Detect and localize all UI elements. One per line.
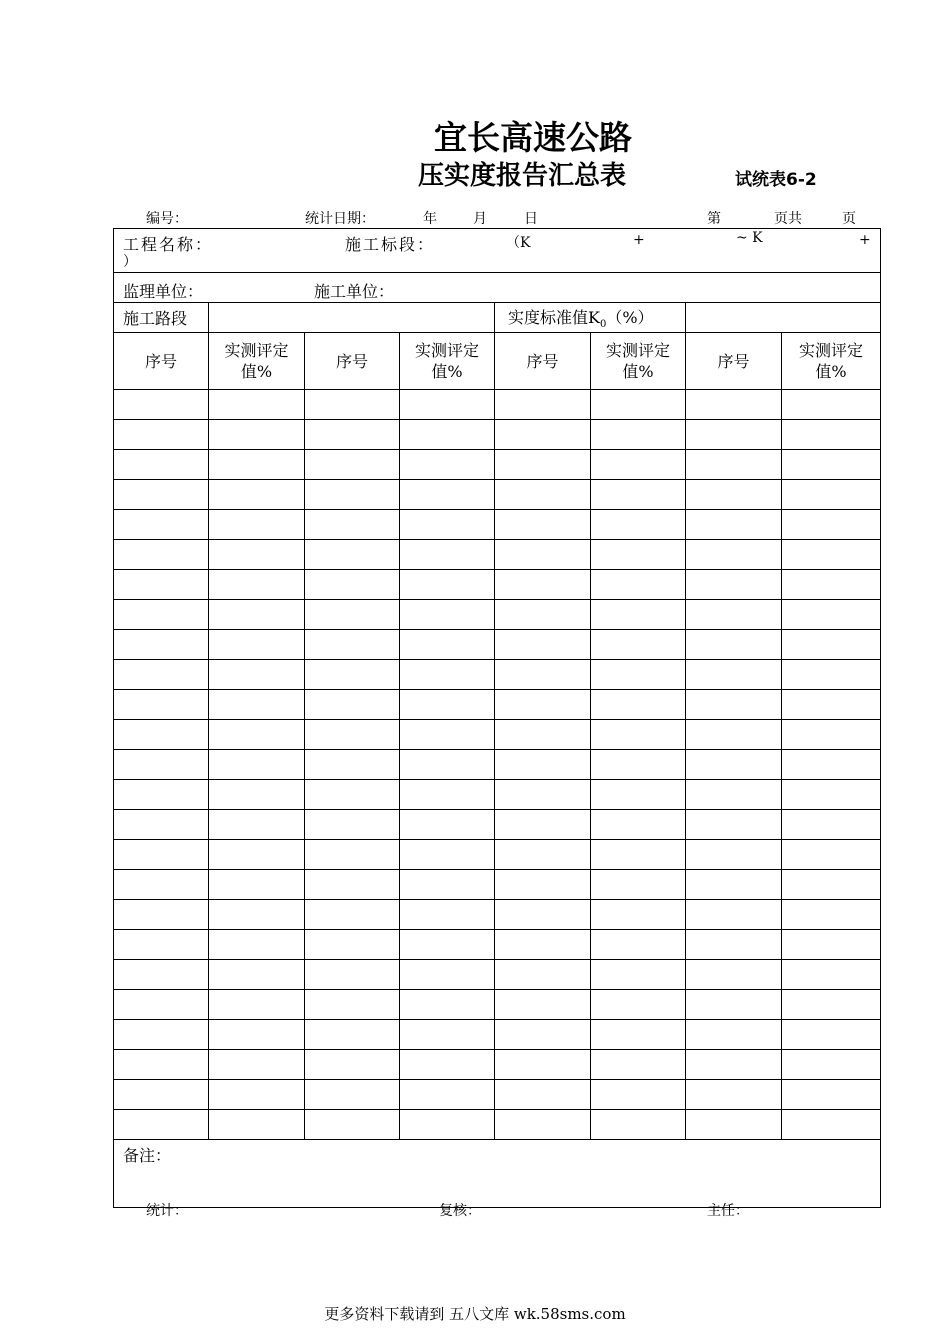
value-cell (209, 960, 305, 990)
value-cell (782, 750, 881, 780)
value-cell (400, 750, 495, 780)
value-cell (591, 1050, 686, 1080)
col-value-1-line2: 值% (240, 362, 273, 381)
value-cell (591, 750, 686, 780)
value-cell (209, 1050, 305, 1080)
value-cell (782, 1080, 881, 1110)
value-cell (209, 690, 305, 720)
value-cell (400, 540, 495, 570)
table-row (114, 960, 881, 990)
col-value-2-line1: 实测评定 (414, 341, 479, 360)
value-cell (782, 600, 881, 630)
value-cell (591, 720, 686, 750)
seq-cell (495, 510, 591, 540)
value-cell (400, 930, 495, 960)
std-value-field (686, 303, 881, 333)
table-row (114, 810, 881, 840)
value-cell (782, 510, 881, 540)
seq-cell (495, 750, 591, 780)
seq-cell (686, 1020, 782, 1050)
table-row (114, 630, 881, 660)
value-cell (400, 1080, 495, 1110)
value-cell (400, 870, 495, 900)
value-cell (782, 390, 881, 420)
seq-cell (305, 960, 400, 990)
seq-cell (686, 840, 782, 870)
value-cell (209, 1110, 305, 1140)
remarks-row (114, 1140, 881, 1208)
value-cell (591, 990, 686, 1020)
seq-cell (305, 1080, 400, 1110)
seq-cell (686, 1080, 782, 1110)
seq-cell (686, 1050, 782, 1080)
value-cell (782, 540, 881, 570)
review-signature-label: 复核： (439, 1203, 481, 1219)
value-cell (400, 420, 495, 450)
seq-cell (495, 840, 591, 870)
value-cell (400, 900, 495, 930)
day-label: 日 (524, 211, 538, 227)
value-cell (782, 990, 881, 1020)
seq-cell (686, 990, 782, 1020)
value-cell (591, 870, 686, 900)
seq-cell (114, 510, 209, 540)
value-cell (782, 930, 881, 960)
page-end-label: 页 (842, 211, 856, 227)
unit-row (114, 273, 881, 303)
table-row (114, 780, 881, 810)
seq-cell (305, 690, 400, 720)
table-row (114, 870, 881, 900)
value-cell (400, 810, 495, 840)
table-row (114, 990, 881, 1020)
col-seq-1: 序号 (114, 333, 209, 390)
project-row (114, 229, 881, 273)
seq-cell (305, 750, 400, 780)
col-value-3-line2: 值% (622, 362, 654, 381)
value-cell (782, 900, 881, 930)
col-seq-3: 序号 (495, 333, 591, 390)
value-cell (782, 1110, 881, 1140)
value-cell (591, 480, 686, 510)
seq-cell (114, 570, 209, 600)
value-cell (591, 1020, 686, 1050)
table-row (114, 1110, 881, 1140)
table-row (114, 900, 881, 930)
seq-cell (114, 450, 209, 480)
col-value-1 (209, 333, 305, 390)
footer-text: 更多资料下载请到 五八文库 wk.58sms.com (324, 1305, 626, 1323)
value-cell (400, 720, 495, 750)
supervisor-label: 监理单位： (123, 281, 204, 301)
stat-date-label: 统计日期： (305, 211, 375, 227)
table-row (114, 1020, 881, 1050)
month-label: 月 (473, 211, 487, 227)
seq-cell (495, 1080, 591, 1110)
table-row (114, 930, 881, 960)
seq-cell (495, 420, 591, 450)
document-subtitle: 压实度报告汇总表 (418, 161, 627, 191)
value-cell (400, 510, 495, 540)
table-row (114, 1080, 881, 1110)
value-cell (209, 870, 305, 900)
seq-cell (114, 870, 209, 900)
seq-cell (114, 540, 209, 570)
seq-cell (114, 960, 209, 990)
seq-cell (686, 420, 782, 450)
seq-cell (114, 900, 209, 930)
seq-cell (686, 870, 782, 900)
value-cell (782, 840, 881, 870)
document-title: 宜长高速公路 (434, 118, 632, 157)
value-cell (591, 420, 686, 450)
seq-cell (114, 480, 209, 510)
value-cell (591, 600, 686, 630)
table-row (114, 420, 881, 450)
col-value-4-line1: 实测评定 (798, 341, 863, 360)
road-section-label: 施工路段 (114, 303, 209, 333)
value-cell (209, 780, 305, 810)
value-cell (782, 450, 881, 480)
seq-cell (305, 1050, 400, 1080)
value-cell (591, 390, 686, 420)
seq-cell (305, 870, 400, 900)
table-row (114, 1050, 881, 1080)
value-cell (400, 1020, 495, 1050)
chain-plus-2: + (859, 232, 871, 248)
page-number-label: 第 (707, 211, 721, 227)
value-cell (400, 990, 495, 1020)
seq-cell (305, 930, 400, 960)
seq-cell (495, 600, 591, 630)
seq-cell (495, 480, 591, 510)
value-cell (782, 810, 881, 840)
seq-cell (305, 540, 400, 570)
value-cell (591, 570, 686, 600)
seq-cell (305, 660, 400, 690)
seq-cell (114, 930, 209, 960)
value-cell (209, 600, 305, 630)
seq-cell (686, 720, 782, 750)
seq-cell (686, 570, 782, 600)
value-cell (209, 1080, 305, 1110)
seq-cell (305, 810, 400, 840)
seq-cell (305, 570, 400, 600)
std-value-text: 实度标准值K (508, 307, 600, 327)
table-row (114, 510, 881, 540)
value-cell (591, 450, 686, 480)
seq-cell (686, 900, 782, 930)
road-section-value (209, 303, 495, 333)
value-cell (400, 480, 495, 510)
value-cell (400, 780, 495, 810)
contractor-label: 施工单位： (314, 281, 395, 301)
seq-cell (114, 1050, 209, 1080)
seq-cell (305, 510, 400, 540)
seq-cell (305, 840, 400, 870)
col-value-4 (782, 333, 881, 390)
col-seq-2: 序号 (305, 333, 400, 390)
seq-cell (495, 1020, 591, 1050)
value-cell (591, 660, 686, 690)
value-cell (782, 1020, 881, 1050)
col-value-4-line2: 值% (815, 362, 847, 381)
value-cell (782, 780, 881, 810)
seq-cell (495, 720, 591, 750)
col-value-2 (400, 333, 495, 390)
project-info-cell (114, 229, 881, 273)
value-cell (782, 960, 881, 990)
value-cell (591, 630, 686, 660)
seq-cell (495, 450, 591, 480)
seq-cell (305, 480, 400, 510)
seq-cell (305, 990, 400, 1020)
seq-cell (495, 780, 591, 810)
seq-cell (686, 780, 782, 810)
page-total-label: 页共 (774, 211, 802, 227)
table-row (114, 600, 881, 630)
table-row (114, 480, 881, 510)
seq-cell (305, 1020, 400, 1050)
seq-cell (305, 420, 400, 450)
std-value-subscript: 0 (599, 319, 607, 331)
summary-table (113, 228, 881, 1208)
value-cell (400, 660, 495, 690)
seq-cell (495, 870, 591, 900)
value-cell (209, 990, 305, 1020)
seq-cell (305, 780, 400, 810)
seq-cell (495, 810, 591, 840)
director-signature-label: 主任： (707, 1203, 749, 1219)
value-cell (591, 930, 686, 960)
value-cell (400, 450, 495, 480)
seq-cell (114, 420, 209, 450)
col-value-3 (591, 333, 686, 390)
value-cell (591, 780, 686, 810)
value-cell (782, 570, 881, 600)
value-cell (209, 750, 305, 780)
value-cell (591, 960, 686, 990)
table-row (114, 540, 881, 570)
seq-cell (114, 720, 209, 750)
col-value-2-line2: 值% (431, 362, 463, 381)
value-cell (591, 810, 686, 840)
seq-cell (114, 1080, 209, 1110)
col-seq-4: 序号 (686, 333, 782, 390)
seq-cell (686, 960, 782, 990)
value-cell (782, 420, 881, 450)
seq-cell (305, 450, 400, 480)
column-header-row (114, 333, 881, 390)
seq-cell (114, 600, 209, 630)
seq-cell (495, 390, 591, 420)
remarks-cell (114, 1140, 881, 1208)
seq-cell (495, 630, 591, 660)
value-cell (400, 600, 495, 630)
seq-cell (686, 510, 782, 540)
seq-cell (495, 570, 591, 600)
value-cell (591, 540, 686, 570)
seq-cell (305, 1110, 400, 1140)
seq-cell (686, 810, 782, 840)
seq-cell (305, 720, 400, 750)
seq-cell (305, 900, 400, 930)
value-cell (400, 1050, 495, 1080)
seq-cell (305, 390, 400, 420)
project-name-label: 工程名称： (123, 235, 214, 254)
table-row (114, 450, 881, 480)
value-cell (400, 390, 495, 420)
value-cell (209, 570, 305, 600)
table-row (114, 720, 881, 750)
seq-cell (495, 690, 591, 720)
value-cell (209, 660, 305, 690)
value-cell (782, 630, 881, 660)
value-cell (209, 720, 305, 750)
table-row (114, 690, 881, 720)
year-label: 年 (423, 211, 437, 227)
seq-cell (114, 750, 209, 780)
seq-cell (495, 990, 591, 1020)
value-cell (209, 930, 305, 960)
seq-cell (114, 690, 209, 720)
seq-cell (114, 390, 209, 420)
seq-cell (114, 630, 209, 660)
chain-close: ） (123, 254, 137, 270)
value-cell (782, 1050, 881, 1080)
remarks-label: 备注： (123, 1146, 172, 1165)
value-cell (209, 1020, 305, 1050)
seq-cell (686, 750, 782, 780)
data-rows (114, 390, 881, 1140)
seq-cell (305, 600, 400, 630)
chain-tilde-k: ~ K (736, 230, 763, 246)
seq-cell (686, 540, 782, 570)
table-row (114, 750, 881, 780)
std-value-unit: （%） (606, 307, 654, 327)
seq-cell (305, 630, 400, 660)
unit-info-cell (114, 273, 881, 303)
value-cell (591, 510, 686, 540)
value-cell (209, 420, 305, 450)
table-row (114, 570, 881, 600)
seq-cell (686, 690, 782, 720)
std-value-label (495, 303, 686, 333)
table-row (114, 660, 881, 690)
seq-cell (495, 540, 591, 570)
value-cell (209, 540, 305, 570)
seq-cell (114, 840, 209, 870)
seq-cell (495, 900, 591, 930)
value-cell (400, 840, 495, 870)
seq-cell (114, 660, 209, 690)
value-cell (591, 1080, 686, 1110)
value-cell (400, 690, 495, 720)
seq-cell (114, 990, 209, 1020)
seq-cell (686, 600, 782, 630)
value-cell (209, 810, 305, 840)
value-cell (782, 690, 881, 720)
value-cell (782, 870, 881, 900)
seq-cell (686, 480, 782, 510)
value-cell (400, 1110, 495, 1140)
value-cell (209, 480, 305, 510)
value-cell (209, 840, 305, 870)
seq-cell (686, 930, 782, 960)
value-cell (591, 1110, 686, 1140)
serial-label: 编号： (146, 211, 188, 227)
value-cell (400, 570, 495, 600)
seq-cell (495, 660, 591, 690)
seq-cell (686, 1110, 782, 1140)
value-cell (209, 630, 305, 660)
value-cell (209, 390, 305, 420)
table-row (114, 840, 881, 870)
col-value-3-line1: 实测评定 (605, 341, 670, 360)
section-row (114, 303, 881, 333)
seq-cell (495, 930, 591, 960)
seq-cell (686, 450, 782, 480)
value-cell (782, 480, 881, 510)
seq-cell (686, 390, 782, 420)
section-label: 施工标段： (345, 235, 436, 254)
chain-plus-1: + (633, 232, 645, 248)
table-row (114, 390, 881, 420)
value-cell (209, 450, 305, 480)
seq-cell (114, 780, 209, 810)
value-cell (209, 510, 305, 540)
seq-cell (686, 660, 782, 690)
value-cell (591, 840, 686, 870)
value-cell (591, 690, 686, 720)
seq-cell (495, 1050, 591, 1080)
value-cell (400, 630, 495, 660)
seq-cell (114, 1110, 209, 1140)
seq-cell (495, 960, 591, 990)
seq-cell (114, 810, 209, 840)
seq-cell (686, 630, 782, 660)
seq-cell (495, 1110, 591, 1140)
seq-cell (114, 1020, 209, 1050)
stat-signature-label: 统计： (146, 1203, 188, 1219)
col-value-1-line1: 实测评定 (224, 341, 289, 360)
value-cell (782, 660, 881, 690)
value-cell (209, 900, 305, 930)
value-cell (400, 960, 495, 990)
form-number: 试统表6-2 (735, 170, 817, 190)
chain-open: （K (506, 235, 531, 251)
value-cell (782, 720, 881, 750)
value-cell (591, 900, 686, 930)
